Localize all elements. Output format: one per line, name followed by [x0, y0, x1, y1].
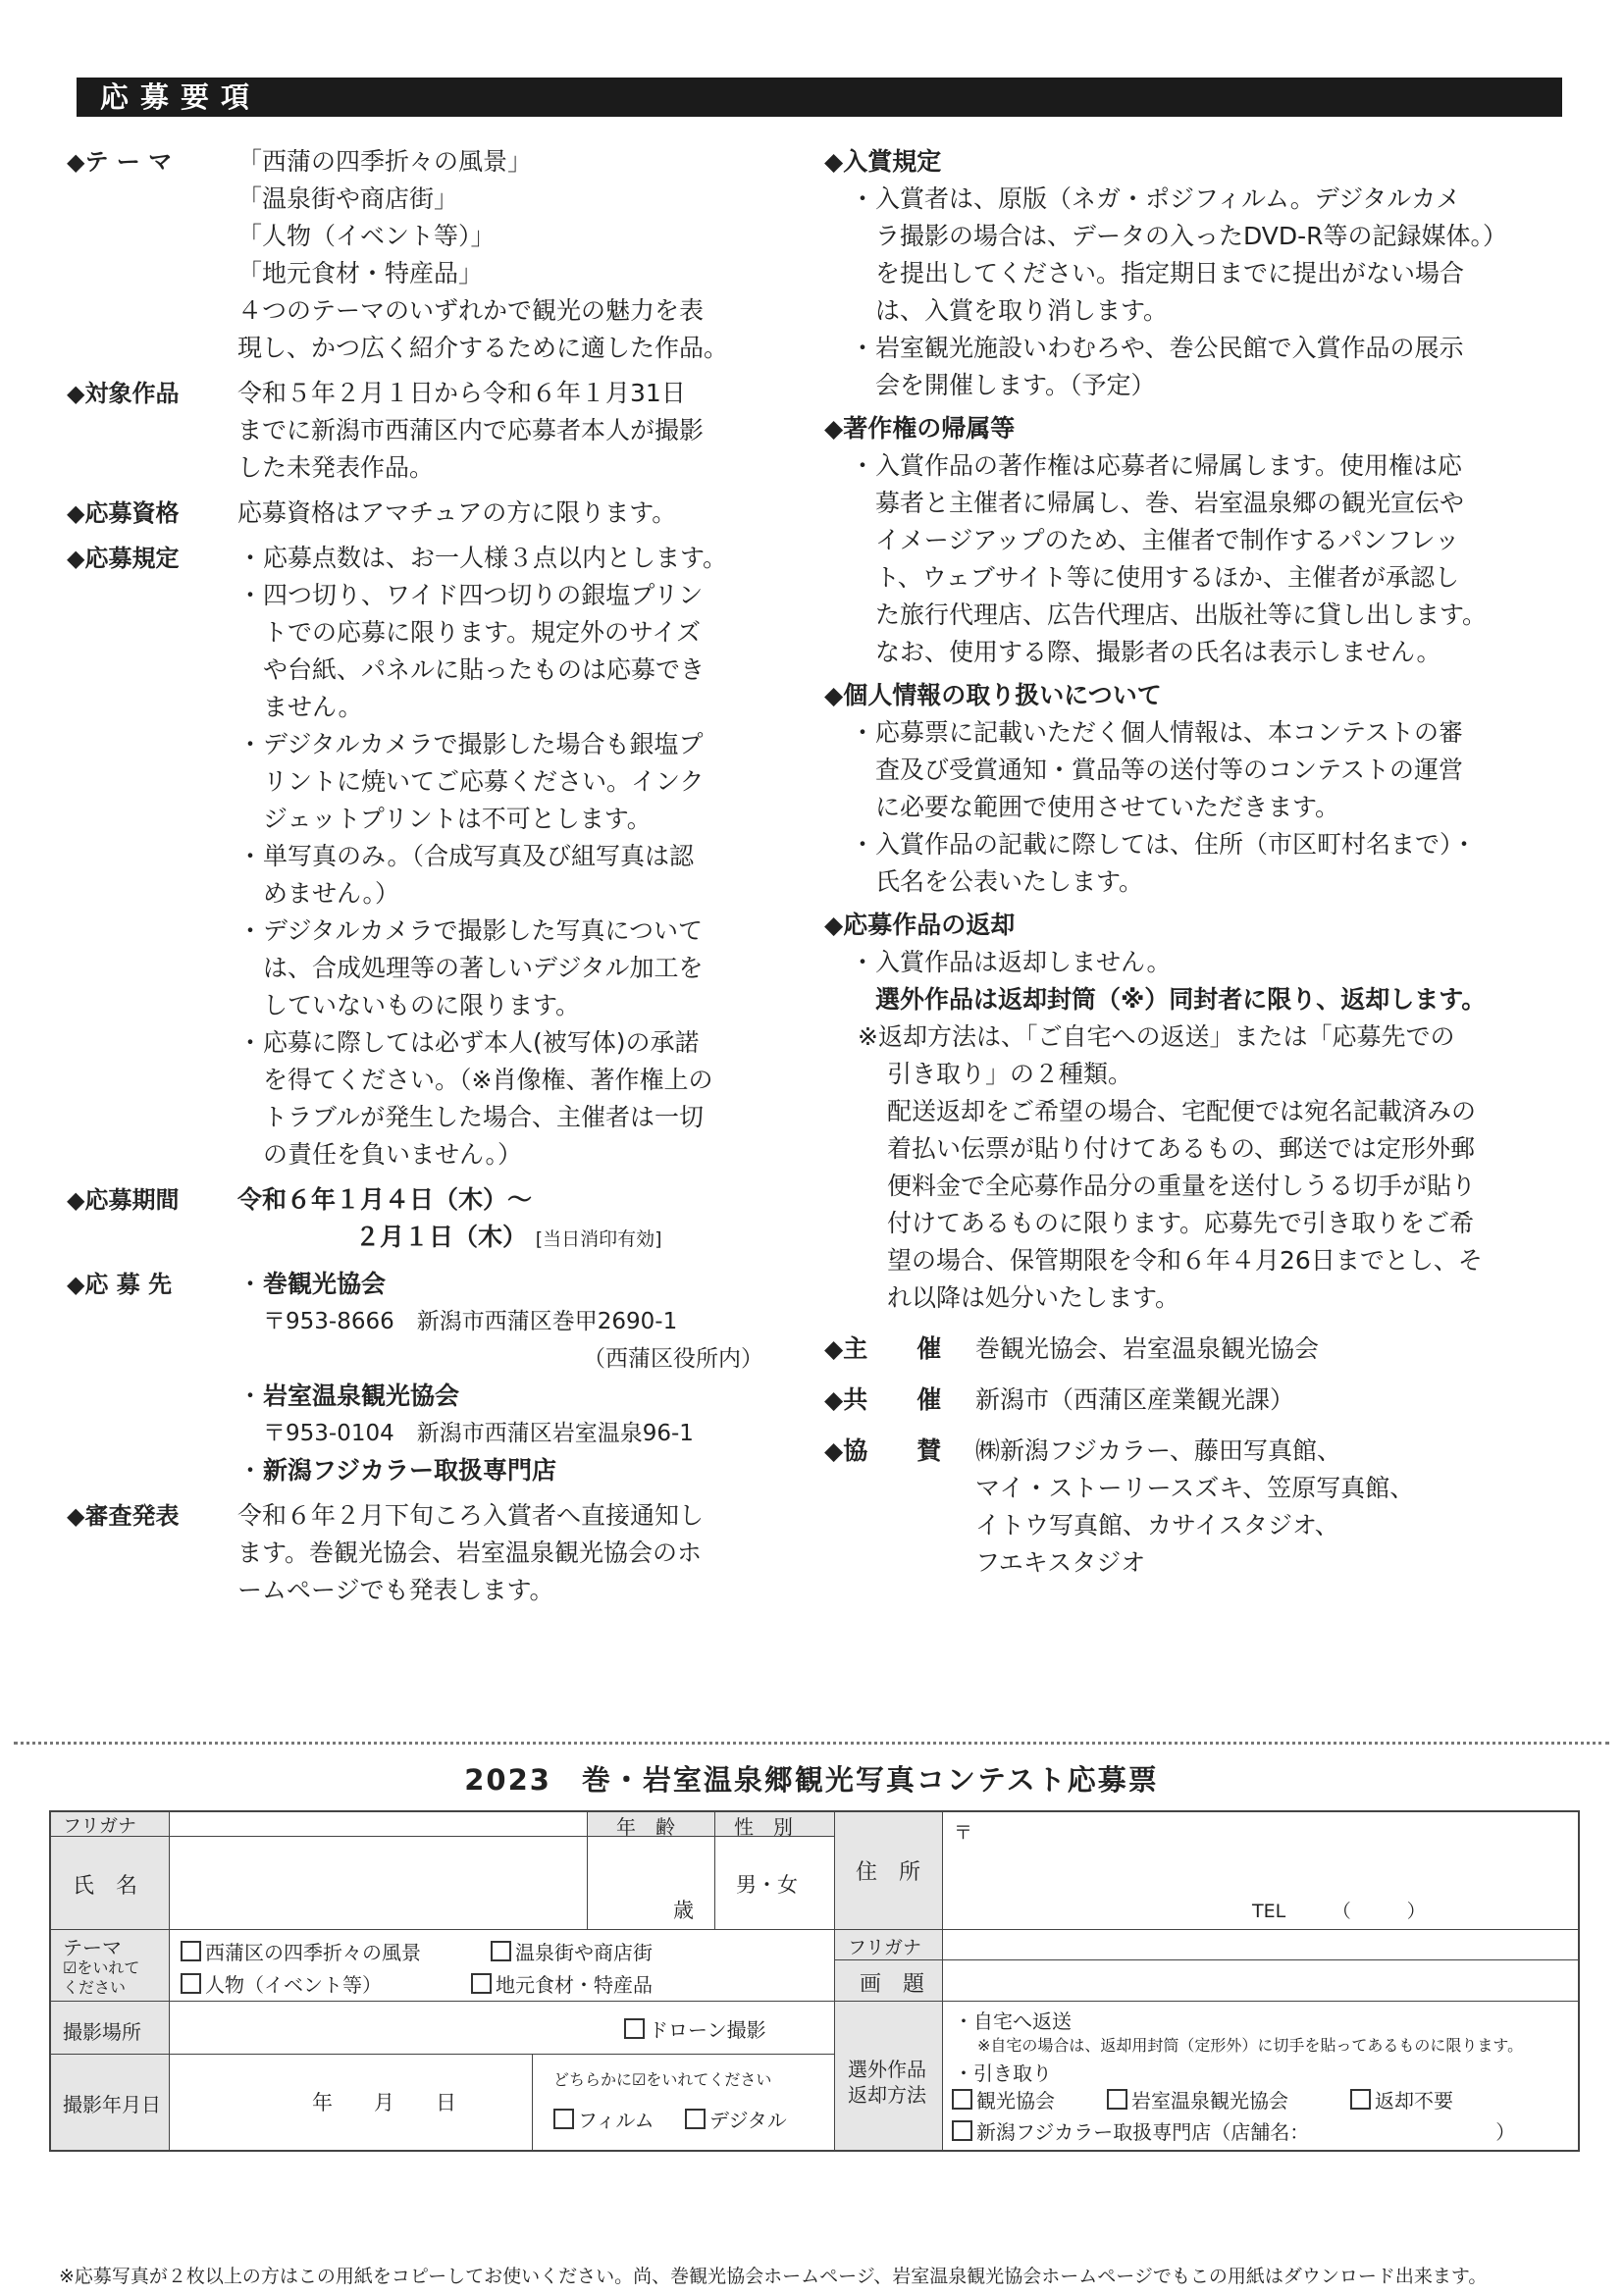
date-input[interactable]: 年 月 日	[312, 2091, 456, 2114]
return-home-note: ※自宅の場合は、返却用封筒（定形外）に切手を貼ってあるものに限ります。	[977, 2036, 1524, 2055]
rule-line: リントに焼いてご応募ください。インク	[263, 767, 705, 796]
pickup-option: ・引き取り	[954, 2061, 1052, 2085]
award-line: ラ撮影の場合は、データの入ったDVD-R等の記録媒体。）	[875, 222, 1508, 250]
left-column	[67, 143, 783, 1617]
rule-item: ・ 単写真のみ。（合成写真及び組写真は認 めません。）	[237, 838, 783, 913]
review-line: ームページでも発表します。	[237, 1576, 554, 1604]
destination-address: 〒953-0104 新潟市西蒲区岩室温泉96-1	[263, 1421, 694, 1446]
theme-checkbox-scenery[interactable]: 西蒲区の四季折々の風景	[181, 1937, 421, 1965]
award-label: ◆入賞規定	[824, 147, 942, 176]
review-line: 令和６年２月下旬ころ入賞者へ直接通知し	[237, 1501, 705, 1530]
age-label: 年 齢	[616, 1815, 675, 1839]
location-input[interactable]	[175, 2005, 665, 2050]
checkbox-icon	[685, 2109, 706, 2129]
rule-item: ・ デジタルカメラで撮影した写真について は、合成処理等の著しいデジタル加工を していないものに限ります。	[237, 913, 783, 1024]
destination-section: ◆応 募 先 ・ 巻観光協会 〒953-8666 新潟市西蒲区巻甲2690-1 （西蒲区役所内） ・ 岩室温泉観光協会 〒953-0104 新潟市西蒲区岩室温泉96-1 ・ 新潟フジカラー取扱専門店	[67, 1266, 783, 1489]
rule-line: デジタルカメラで撮影した場合も銀塩プ	[263, 730, 704, 758]
copyright-label: ◆著作権の帰属等	[824, 414, 1016, 443]
theme-line: 「西蒲の四季折々の風景」	[237, 147, 533, 176]
target-line: 令和５年２月１日から令和６年１月31日	[237, 379, 686, 407]
eligibility-section	[67, 495, 783, 532]
organizer-label: ◆主 催	[824, 1334, 942, 1363]
rule-line: や台紙、パネルに貼ったものは応募でき	[263, 655, 706, 684]
theme-line: 「温泉街や商店街」	[237, 184, 459, 213]
review-section	[67, 1497, 783, 1609]
store-checkbox[interactable]: 新潟フジカラー取扱専門店（店舗名： ）	[952, 2116, 1515, 2145]
copyright-line: イメージアップのため、主催者で制作するパンフレッ	[875, 526, 1460, 554]
privacy-line: に必要な範囲で使用させていただきます。	[875, 793, 1340, 821]
rules-label: ◆応募規定	[67, 545, 180, 572]
privacy-item: ・ 入賞作品の記載に際しては、住所（市区町村名まで）・ 氏名を公表いたします。	[850, 826, 1570, 901]
period-start: 令和６年１月４日（木）～	[237, 1185, 533, 1214]
theme-checkbox-people[interactable]: 人物（イベント等）	[181, 1969, 382, 1998]
checkbox-icon	[181, 1973, 201, 1994]
rule-line: は、合成処理等の著しいデジタル加工を	[263, 954, 704, 982]
return-note-line: れ以降は処分いたします。	[887, 1283, 1180, 1312]
privacy-line: 入賞作品の記載に際しては、住所（市区町村名まで）・	[875, 830, 1477, 859]
rules-section	[67, 540, 783, 1174]
destination-address-note: （西蒲区役所内）	[583, 1346, 763, 1372]
work-title-label: 画 題	[860, 1972, 925, 1997]
return-note-line: 配送返却をご希望の場合、宅配便では宛名記載済みの	[887, 1097, 1477, 1125]
rule-line: トでの応募に限ります。規定外のサイズ	[263, 618, 702, 647]
organizer-row	[824, 1331, 1570, 1368]
rule-item: ・ 応募点数は、お一人様３点以内とします。	[237, 540, 783, 577]
copyright-line: た旅行代理店、広告代理店、出版社等に貸し出します。	[875, 600, 1488, 629]
award-item: ・ 岩室観光施設いわむろや、巻公民館で入賞作品の展示 会を開催します。（予定）	[850, 330, 1570, 404]
privacy-line: 査及び受賞通知・賞品等の送付等のコンテストの運営	[875, 756, 1464, 784]
copyright-item: ・ 入賞作品の著作権は応募者に帰属します。使用権は応 募者と主催者に帰属し、巻、岩室温泉郷の観光宣伝や イメージアップのため、主催者で制作するパンフレッ ト、ウェブサイト等に使用するほか、主催者が承認し た旅行代理店、広告代理店、出版社等に貸し出します。 なお、使用する際、撮影者の氏名は表示しません。	[850, 447, 1570, 671]
right-column: ◆入賞規定 ・ 入賞者は、原版（ネガ・ポジフィルム。デジタルカメ ラ撮影の場合は、データの入ったDVD-R等の記録媒体。） を提出してください。指定期日までに提出がない場合 は、入賞を取り消します。 ・ 岩室観光施設いわむろや、巻公民館で入賞作品の展示 会を開催します。（予定） ◆著作権の帰属等 ・ 入賞作品の著作権は応募者に帰属します。使用権は応 募者と主催者に帰属し、巻、岩室温泉郷の観光宣伝や イメージアップのため、主催者で制作するパンフレッ ト、ウェブサイト等に使用するほか、主催者が承認し た旅行代理店、広告代理店、出版社等に貸し出します。 なお、使用する際、撮影者の氏名は表示しません。 ◆個人情報の取り扱いについて ・ 応募票に記載いただく個人情報は、本コンテストの審 査及び受賞通知・賞品等の送付等のコンテストの運営 に必要な範囲で使用させていただきます。 ・ 入賞作品の記載に際しては、住所（市区町村名まで）・ 氏名を公表いたします。 ◆応募作品の返却 ・ 入賞作品は返却しません。 選外作品は返却封筒（※）同封者に限り、返却します。 ※返却方法は、「ご自宅への返送」または「応募先での 引き取り」の２種類。 配送返却をご希望の場合、宅配便では宛名記載済みの 着払い伝票が貼り付けてあるもの、郵送では定形外郵 便料金で全応募作品分の重量を送付しうる切手が貼り 付けてあるものに限ります。応募先で引き取りをご希 望の場合、保管期限を令和６年４月26日までとし、そ れ以降は処分いたします。 ◆主 催 巻観光協会、岩室温泉観光協会 ◆共 催 新潟市（西蒲区産業観光課） ◆協 賛 ㈱新潟フジカラー、藤田写真館、 マイ・ストーリースズキ、笠原写真館、 イトウ写真館、カサイスタジオ、 フエキスタジオ	[824, 143, 1570, 1582]
sponsor-line: ㈱新潟フジカラー、藤田写真館、	[975, 1436, 1342, 1465]
postmark-note: [当日消印有効]	[535, 1228, 662, 1250]
target-section	[67, 375, 783, 487]
return-home-option: ・自宅へ返送	[954, 2009, 1072, 2033]
sponsor-line: フエキスタジオ	[975, 1548, 1146, 1577]
destination-org: 岩室温泉観光協会	[263, 1382, 460, 1410]
destination-label: ◆応 募 先	[67, 1271, 173, 1298]
film-checkbox[interactable]: フィルム	[553, 2105, 654, 2133]
period-section	[67, 1181, 783, 1258]
theme-label-form: テーマ	[63, 1936, 122, 1959]
cosponsor-row	[824, 1382, 1570, 1419]
return-item: 入賞作品は返却しません。	[875, 948, 1172, 976]
review-line: ます。巻観光協会、岩室温泉観光協会のホ	[237, 1539, 703, 1567]
checkbox-icon	[952, 2120, 972, 2141]
furigana-label: フリガナ	[63, 1815, 137, 1837]
organizer-value: 巻観光協会、岩室温泉観光協会	[975, 1334, 1320, 1363]
name-input[interactable]	[175, 1840, 585, 1926]
sponsor-line: マイ・ストーリースズキ、笠原写真館、	[975, 1474, 1415, 1502]
sex-options[interactable]: 男・女	[736, 1873, 798, 1897]
return-bold-note: 選外作品は返却封筒（※）同封者に限り、返却します。	[875, 985, 1487, 1014]
award-line: 岩室観光施設いわむろや、巻公民館で入賞作品の展示	[875, 334, 1464, 362]
checkbox-icon	[181, 1941, 201, 1961]
rule-line: デジタルカメラで撮影した写真について	[263, 916, 704, 945]
award-line: を提出してください。指定期日までに提出がない場合	[875, 259, 1465, 287]
destination-org: 巻観光協会	[263, 1270, 387, 1298]
privacy-label: ◆個人情報の取り扱いについて	[824, 681, 1162, 709]
footer-note: ※応募写真が２枚以上の方はこの用紙をコピーしてお使いください。尚、巻観光協会ホームページ、岩室温泉観光協会ホームページでもこの用紙はダウンロード出来ます。	[59, 2266, 1488, 2287]
age-unit: 歳	[673, 1899, 694, 1922]
award-line: 入賞者は、原版（ネガ・ポジフィルム。デジタルカメ	[875, 184, 1461, 213]
privacy-item: ・ 応募票に記載いただく個人情報は、本コンテストの審 査及び受賞通知・賞品等の送付等のコンテストの運営 に必要な範囲で使用させていただきます。	[850, 714, 1570, 826]
form-title: 2023 巻・岩室温泉郷観光写真コンテスト応募票	[464, 1763, 1159, 1797]
title-furigana-input[interactable]	[948, 1931, 1576, 1958]
sponsor-row	[824, 1433, 1570, 1582]
target-line: までに新潟市西蒲区内で応募者本人が撮影	[237, 416, 705, 444]
checkbox-icon	[952, 2089, 972, 2110]
privacy-line: 氏名を公表いたします。	[875, 867, 1144, 896]
award-line: 会を開催します。（予定）	[875, 371, 1156, 399]
rule-line: の責任を負いません。）	[263, 1140, 523, 1169]
checkbox-icon	[471, 1973, 492, 1994]
section-title: 応募要項	[100, 80, 262, 114]
destination-address: 〒953-8666 新潟市西蒲区巻甲2690-1	[263, 1309, 678, 1334]
copyright-line: ト、ウェブサイト等に使用するほか、主催者が承認し	[875, 563, 1460, 592]
return-label: ◆応募作品の返却	[824, 911, 1016, 939]
rule-line: 応募点数は、お一人様３点以内とします。	[263, 544, 728, 572]
furigana2-label: フリガナ	[848, 1937, 922, 1958]
date-label: 撮影年月日	[63, 2093, 161, 2116]
drone-checkbox[interactable]: ドローン撮影	[624, 2014, 766, 2043]
period-label: ◆応募期間	[67, 1186, 180, 1214]
section-header	[77, 78, 1562, 117]
rule-line: ません。	[263, 693, 363, 721]
cosponsor-label: ◆共 催	[824, 1385, 942, 1414]
eligibility-label: ◆応募資格	[67, 499, 180, 527]
return-note-line: 引き取り」の２種類。	[887, 1060, 1133, 1088]
tel-field: TEL （ ）	[1252, 1901, 1426, 1922]
period-end: ２月１日（木）	[355, 1223, 528, 1251]
theme-label: ◆テ ー マ	[67, 148, 173, 176]
address-label: 住 所	[856, 1860, 921, 1885]
rule-line: ジェットプリントは不可とします。	[263, 805, 652, 833]
rule-line: トラブルが発生した場合、主催者は一切	[263, 1103, 705, 1131]
return-method-label: 返却方法	[848, 2083, 926, 2107]
postal-mark: 〒	[954, 1822, 973, 1844]
theme-checkbox-townscape[interactable]: 温泉街や商店街	[491, 1937, 653, 1965]
theme-line: 「人物（イベント等）」	[237, 222, 496, 250]
sex-label: 性 別	[734, 1815, 793, 1839]
checkbox-icon	[553, 2109, 574, 2129]
review-label: ◆審査発表	[67, 1502, 180, 1530]
age-input[interactable]	[591, 1840, 712, 1926]
copyright-line: 募者と主催者に帰属し、巻、岩室温泉郷の観光宣伝や	[875, 489, 1465, 517]
work-title-input[interactable]	[948, 1961, 1576, 1999]
rule-line: 四つ切り、ワイド四つ切りの銀塩プリン	[263, 581, 704, 609]
no-return-checkbox[interactable]: 返却不要	[1350, 2085, 1453, 2113]
theme-line: ４つのテーマのいずれかで観光の魅力を表	[237, 296, 705, 325]
copyright-line: なお、使用する際、撮影者の氏名は表示しません。	[875, 638, 1441, 666]
target-line: した未発表作品。	[237, 453, 435, 482]
copyright-line: 入賞作品の著作権は応募者に帰属します。使用権は応	[875, 451, 1463, 480]
return-note-line: 着払い伝票が貼り付けてあるもの、郵送では定形外郵	[887, 1134, 1476, 1163]
entry-form	[49, 1810, 1580, 2252]
sponsor-line: イトウ写真館、カサイスタジオ、	[975, 1511, 1339, 1539]
rule-item: ・ 応募に際しては必ず本人(被写体)の承諾 を得てください。（※肖像権、著作権上の トラブルが発生した場合、主催者は一切 の責任を負いません。）	[237, 1024, 783, 1174]
rule-line: 単写真のみ。（合成写真及び組写真は認	[263, 842, 695, 870]
cut-line	[14, 1742, 1609, 1745]
theme-check-note: ください	[63, 1978, 127, 1997]
return-note-line: 便料金で全応募作品分の重量を送付しうる切手が貼り	[887, 1172, 1477, 1200]
checkbox-icon	[491, 1941, 511, 1961]
checkbox-icon	[1350, 2089, 1371, 2110]
sponsor-label: ◆協 賛	[824, 1436, 942, 1465]
media-note: どちらかに☑をいれてください	[553, 2070, 772, 2089]
checkbox-icon	[624, 2018, 645, 2039]
return-note-line: 付けてあるものに限ります。応募先で引き取りをご希	[887, 1209, 1475, 1237]
rule-line: めません。）	[263, 879, 400, 908]
digital-checkbox[interactable]: デジタル	[685, 2105, 787, 2133]
rule-line: 応募に際しては必ず本人(被写体)の承諾	[263, 1028, 700, 1057]
furigana-input[interactable]	[175, 1810, 585, 1836]
eligibility-text: 応募資格はアマチュアの方に限ります。	[237, 498, 677, 527]
pickup-maki-checkbox[interactable]: 観光協会	[952, 2085, 1055, 2113]
rule-line: を得てください。（※肖像権、著作権上の	[263, 1066, 713, 1094]
award-item: ・ 入賞者は、原版（ネガ・ポジフィルム。デジタルカメ ラ撮影の場合は、データの入ったDVD-R等の記録媒体。） を提出してください。指定期日までに提出がない場合 は、入賞を取り消します。	[850, 181, 1570, 330]
rule-line: していないものに限ります。	[263, 991, 581, 1019]
pickup-iwamuro-checkbox[interactable]: 岩室温泉観光協会	[1107, 2085, 1288, 2113]
location-label: 撮影場所	[63, 2020, 141, 2044]
return-method-label: 選外作品	[848, 2058, 926, 2081]
theme-line: 「地元食材・特産品」	[237, 259, 484, 287]
rule-item: ・ デジタルカメラで撮影した場合も銀塩プ リントに焼いてご応募ください。インク ジェットプリントは不可とします。	[237, 726, 783, 838]
theme-section	[67, 143, 783, 367]
rule-item: ・ 四つ切り、ワイド四つ切りの銀塩プリン トでの応募に限ります。規定外のサイズ や台紙、パネルに貼ったものは応募でき ません。	[237, 577, 783, 726]
theme-check-note: ☑をいれて	[63, 1958, 140, 1977]
return-note-line: 望の場合、保管期限を令和６年４月26日までとし、そ	[887, 1246, 1483, 1275]
target-label: ◆対象作品	[67, 380, 180, 407]
destination-org: 新潟フジカラー取扱専門店	[263, 1456, 557, 1485]
checkbox-icon	[1107, 2089, 1127, 2110]
return-note-line: ※返却方法は、「ご自宅への返送」または「応募先での	[858, 1022, 1455, 1051]
theme-checkbox-food[interactable]: 地元食材・特産品	[471, 1969, 653, 1998]
award-line: は、入賞を取り消します。	[875, 296, 1169, 325]
name-label: 氏 名	[73, 1874, 138, 1899]
cosponsor-value: 新潟市（西蒲区産業観光課）	[975, 1385, 1295, 1414]
theme-line: 現し、かつ広く紹介するために適した作品。	[237, 334, 729, 362]
privacy-line: 応募票に記載いただく個人情報は、本コンテストの審	[875, 718, 1464, 747]
